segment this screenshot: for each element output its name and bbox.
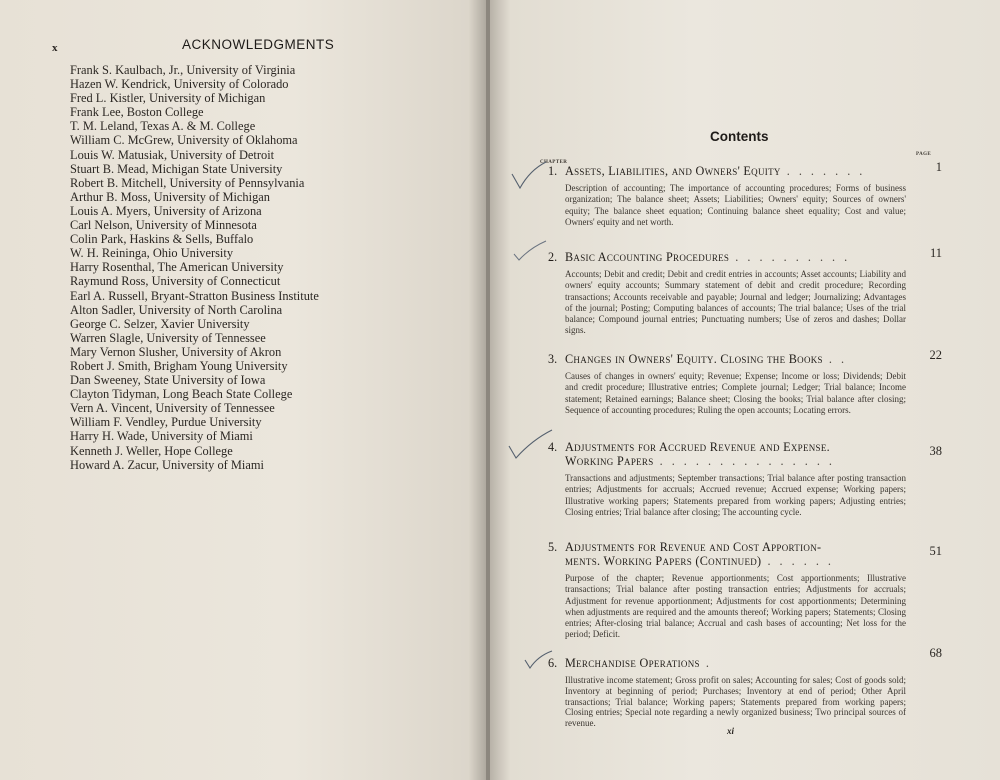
list-item: Earl A. Russell, Bryant-Stratton Business Institute [70, 288, 319, 303]
chapter-number: 5. [548, 540, 558, 554]
chapter-description: Illustrative income statement; Gross profit on sales; Accounting for sales; Cost of goods sold; Inventory at beginning of period; Purchases; Inventory at end of period; Other April transactions; Trial balance; Working papers; Statements prepared from working papers; Closing entries; Special note regarding a newly organized business; Two principal sources of revenue. [565, 675, 906, 729]
leader-dots: . [699, 656, 712, 670]
chapter-description: Transactions and adjustments; September transactions; Trial balance after posting transaction entries; Adjustments for accruals; Accrued revenue; Accrued expense; Working papers; Illustrative working papers; Statements prepared from working papers; Adjusting entries; Closing entries; Trial balance after closing; The accounting cycle. [565, 473, 906, 517]
list-item: Louis A. Myers, University of Arizona [70, 203, 262, 218]
leader-dots: . . . . . . . . . . . . . . . [653, 454, 835, 468]
chapter-page-number: 22 [929, 348, 942, 362]
list-item: Colin Park, Haskins & Sells, Buffalo [70, 232, 254, 247]
list-item: George C. Selzer, Xavier University [70, 316, 250, 331]
list-item: Clayton Tidyman, Long Beach State College [70, 387, 293, 402]
contents-title: Contents [710, 129, 769, 144]
list-item: Raymund Ross, University of Connecticut [70, 274, 281, 289]
chapter-page-number: 11 [929, 246, 942, 260]
acknowledgments-list [70, 63, 450, 472]
list-item: Mary Vernon Slusher, University of Akron [70, 344, 282, 359]
page-column-label: PAGE [916, 152, 932, 157]
list-item: Robert B. Mitchell, University of Pennsylvania [70, 175, 305, 190]
chapter-page-number: 38 [929, 444, 942, 458]
list-item: Dan Sweeney, State University of Iowa [70, 373, 266, 388]
list-item: W. H. Reininga, Ohio University [70, 246, 234, 261]
list-item: Harry H. Wade, University of Miami [70, 429, 253, 444]
chapter-title: Merchandise Operations [565, 656, 700, 670]
chapter-column-label: CHAPTER [540, 160, 568, 165]
list-item: Frank Lee, Boston College [70, 105, 204, 120]
leader-dots: . . . . . . . . . . [729, 250, 851, 264]
left-page [0, 0, 488, 780]
list-item: Fred L. Kistler, University of Michigan [70, 91, 266, 106]
list-item: Howard A. Zacur, University of Miami [70, 457, 264, 472]
chapter-title: Basic Accounting Procedures [565, 250, 730, 264]
list-item: Stuart B. Mead, Michigan State University [70, 161, 283, 176]
acknowledgments-heading: ACKNOWLEDGMENTS [182, 37, 335, 52]
list-item: Hazen W. Kendrick, University of Colorado [70, 77, 289, 92]
list-item: Carl Nelson, University of Minnesota [70, 218, 257, 233]
chapter-description: Accounts; Debit and credit; Debit and credit entries in accounts; Asset accounts; Liability and owners' equity accounts; Summary statement of debit and credit procedure; Recording transactions; Accounts receivable and payable; Journal and ledger; Journalizing; Advantages of the journal; Posting; Computing balances of accounts; The trial balance; Uses of the trial balance; Compound journal entries; Punctuating numbers; Use of zeros and dashes; Dollar signs. [565, 269, 906, 336]
chapter-title-continued: ments. Working Papers (Continued) [565, 554, 762, 568]
leader-dots: . . . . . . . [780, 164, 866, 178]
check-mark-icon [522, 648, 554, 672]
chapter-title: Adjustments for Revenue and Cost Apportion- [565, 540, 822, 554]
contents-entry-5 [548, 540, 942, 641]
chapter-title-continued: Working Papers [565, 454, 654, 468]
check-mark-icon [510, 238, 548, 264]
chapter-page-number: 68 [929, 646, 942, 660]
list-item: T. M. Leland, Texas A. & M. College [70, 119, 256, 134]
chapter-number: 1. [548, 164, 558, 178]
contents-entry-2 [548, 246, 942, 337]
chapter-title: Adjustments for Accrued Revenue and Expense. [565, 440, 830, 454]
left-page-number: x [52, 42, 58, 54]
list-item: Kenneth J. Weller, Hope College [70, 443, 233, 458]
list-item: Harry Rosenthal, The American University [70, 260, 284, 275]
chapter-page-number: 1 [935, 160, 942, 174]
leader-dots: . . [822, 352, 848, 366]
list-item: Warren Slagle, University of Tennessee [70, 330, 266, 345]
list-item: William C. McGrew, University of Oklahoma [70, 133, 298, 148]
list-item: William F. Vendley, Purdue University [70, 415, 262, 430]
check-mark-icon [506, 428, 554, 462]
list-item: Arthur B. Moss, University of Michigan [70, 189, 270, 204]
chapter-description: Causes of changes in owners' equity; Revenue; Expense; Income or loss; Dividends; Debit and credit procedure; Illustrative entries; Complete journal; Ledger; Trial balance; Income statement; Retained earnings; Balance sheet; Closing the books; Trial balance after closing; Sequence of accounting procedures; Ruling the open accounts; Locating errors. [565, 371, 906, 415]
right-page-number: xi [727, 726, 735, 736]
chapter-title: Assets, Liabilities, and Owners' Equity [565, 164, 781, 178]
chapter-number: 2. [548, 250, 558, 264]
list-item: Vern A. Vincent, University of Tennessee [70, 401, 275, 416]
list-item: Alton Sadler, University of North Carolina [70, 302, 283, 317]
chapter-description: Description of accounting; The importance of accounting procedures; Forms of business organization; The balance sheet; Assets; Liabilities; Owners' equity; Sources of owners' equity; The balance sheet equation; Continuing balance sheet equality; Cost and value; Owners' equity and net worth. [565, 183, 906, 227]
contents-entry-3 [548, 348, 942, 416]
check-mark-icon [508, 160, 548, 194]
contents-entry-4 [548, 440, 942, 518]
list-item: Robert J. Smith, Brigham Young University [70, 358, 288, 373]
chapter-number: 3. [548, 352, 558, 366]
chapter-description: Purpose of the chapter; Revenue apportionments; Cost apportionments; Illustrative transactions; Trial balance after posting transaction entries; Adjustments for accruals; Adjustment for revenue apportionment; Adjustments for cost apportionments; Determining when adjustments are required and the amounts thereof; Working papers; Statements; Closing entries; After-closing trial balance; Accrual and cash bases of accounting; Net loss for the period; Deficit. [565, 573, 906, 640]
chapter-number: 4. [548, 440, 558, 454]
chapter-number: 6. [548, 656, 558, 670]
list-item: Louis W. Matusiak, University of Detroit [70, 147, 275, 162]
contents-entry-6 [548, 646, 942, 729]
chapter-title: Changes in Owners' Equity. Closing the Books [565, 352, 823, 366]
leader-dots: . . . . . . [761, 554, 834, 568]
list-item: Frank S. Kaulbach, Jr., University of Virginia [70, 63, 296, 77]
chapter-page-number: 51 [929, 544, 942, 558]
